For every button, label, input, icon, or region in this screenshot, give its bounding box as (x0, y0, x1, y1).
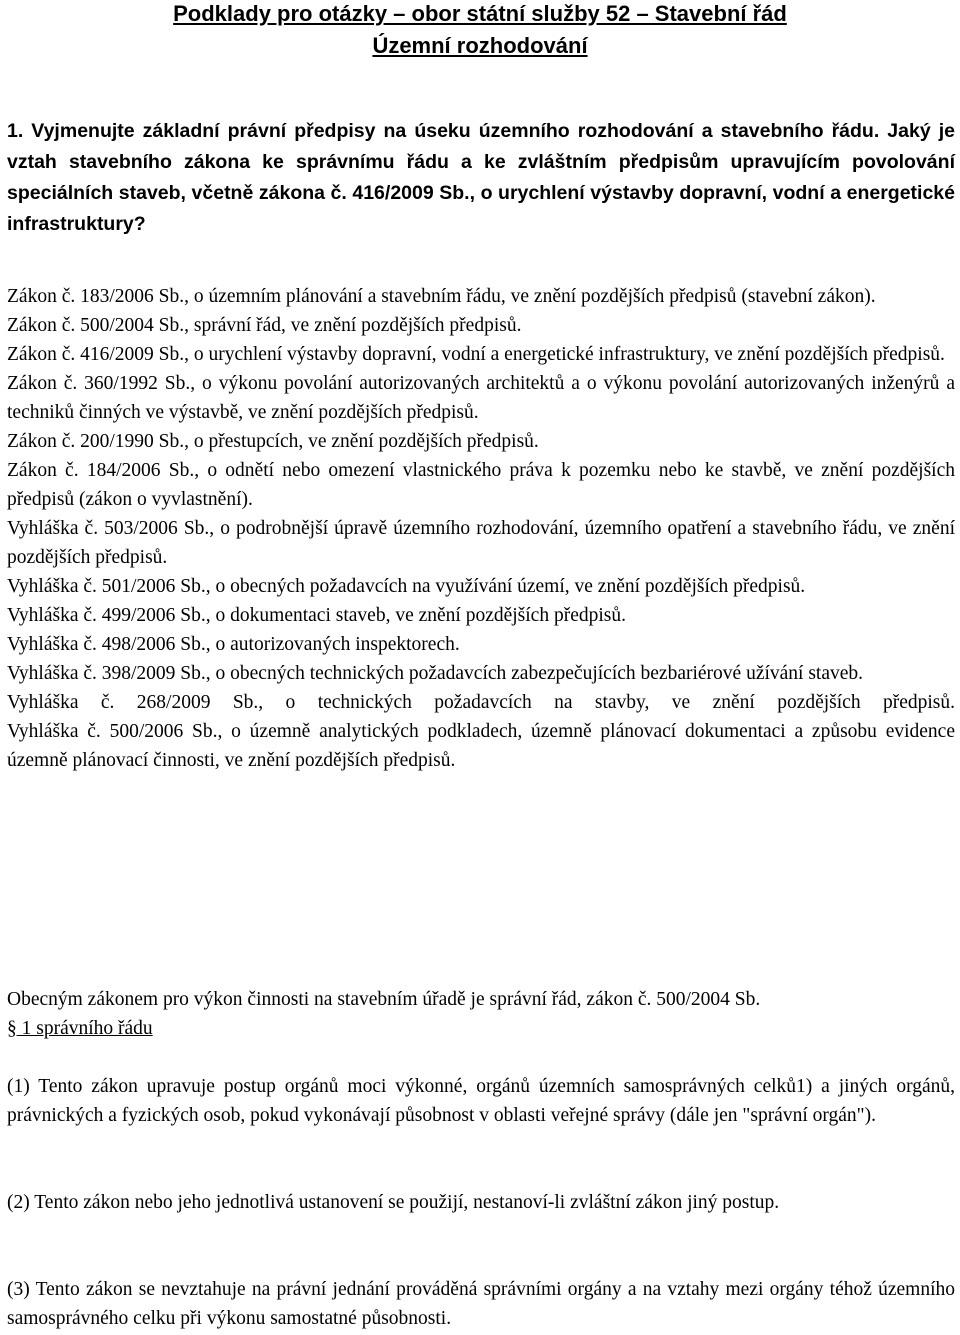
law-item: Vyhláška č. 501/2006 Sb., o obecných požadavcích na využívání území, ve znění pozdějších předpisů. (7, 576, 806, 597)
law-list (7, 282, 955, 775)
document-title: Podklady pro otázky – obor státní služby 52 – Stavební řád (173, 1, 787, 26)
document-subtitle: Územní rozhodování (372, 33, 588, 58)
law-item: Zákon č. 200/1990 Sb., o přestupcích, ve znění pozdějších předpisů. (7, 431, 539, 452)
law-item: Vyhláška č. 499/2006 Sb., o dokumentaci staveb, ve znění pozdějších předpisů. (7, 605, 626, 626)
paragraph-3: (3) Tento zákon se nevztahuje na právní jednání prováděná správními orgány a na vztahy mezi orgány téhož územního samosprávného celku při výkonu samostatné působnosti. (7, 1279, 955, 1329)
law-item: Zákon č. 500/2004 Sb., správní řád, ve znění pozdějších předpisů. (7, 315, 522, 336)
law-item: Zákon č. 360/1992 Sb., o výkonu povolání autorizovaných architektů a o výkonu povolání autorizovaných inženýrů a techniků činných ve výstavbě, ve znění pozdějších předpisů. (7, 373, 955, 423)
law-item: Zákon č. 183/2006 Sb., o územním plánování a stavebním řádu, ve znění pozdějších předpisů (stavební zákon). (7, 286, 876, 307)
closing-section (7, 985, 955, 1043)
paragraph-1: (1) Tento zákon upravuje postup orgánů moci výkonné, orgánů územních samosprávných celků1) a jiných orgánů, právnických a fyzických osob, pokud vykonávají působnost v oblasti veřejné správy (dále jen "správní orgán"). (7, 1076, 955, 1126)
general-law-statement: Obecným zákonem pro výkon činnosti na stavebním úřadě je správní řád, zákon č. 500/2004 Sb. (7, 989, 761, 1010)
law-item: Vyhláška č. 500/2006 Sb., o územně analytických podkladech, územně plánovací dokumentaci a způsobu evidence územně plánovací činnosti, ve znění pozdějších předpisů. (7, 721, 955, 771)
section-heading: § 1 správního řádu (7, 1018, 153, 1039)
law-item: Vyhláška č. 503/2006 Sb., o podrobnější úpravě územního rozhodování, územního opatření a stavebního řádu, ve znění pozdějších předpisů. (7, 518, 955, 568)
question-text: 1. Vyjmenujte základní právní předpisy na úseku územního rozhodování a stavebního řádu. Jaký je vztah stavebního zákona ke správnímu řádu a ke zvláštním předpisům upravujícím povolování speciálních staveb, včetně zákona č. 416/2009 Sb., o urychlení výstavby dopravní, vodní a energetické infrastruktury? (7, 120, 955, 235)
law-item: Zákon č. 184/2006 Sb., o odnětí nebo omezení vlastnického práva k pozemku nebo ke stavbě, ve znění pozdějších předpisů (zákon o vyvlastnění). (7, 460, 955, 510)
law-item: Zákon č. 416/2009 Sb., o urychlení výstavby dopravní, vodní a energetické infrastruktury, ve znění pozdějších předpisů. (7, 344, 945, 365)
law-item: Vyhláška č. 268/2009 Sb., o technických požadavcích na stavby, ve znění pozdějších předpisů. (7, 692, 955, 713)
law-item: Vyhláška č. 498/2006 Sb., o autorizovaných inspektorech. (7, 634, 460, 655)
law-item: Vyhláška č. 398/2009 Sb., o obecných technických požadavcích zabezpečujících bezbariérové užívání staveb. (7, 663, 864, 684)
paragraph-2: (2) Tento zákon nebo jeho jednotlivá ustanovení se použijí, nestanoví-li zvláštní zákon jiný postup. (7, 1192, 780, 1213)
